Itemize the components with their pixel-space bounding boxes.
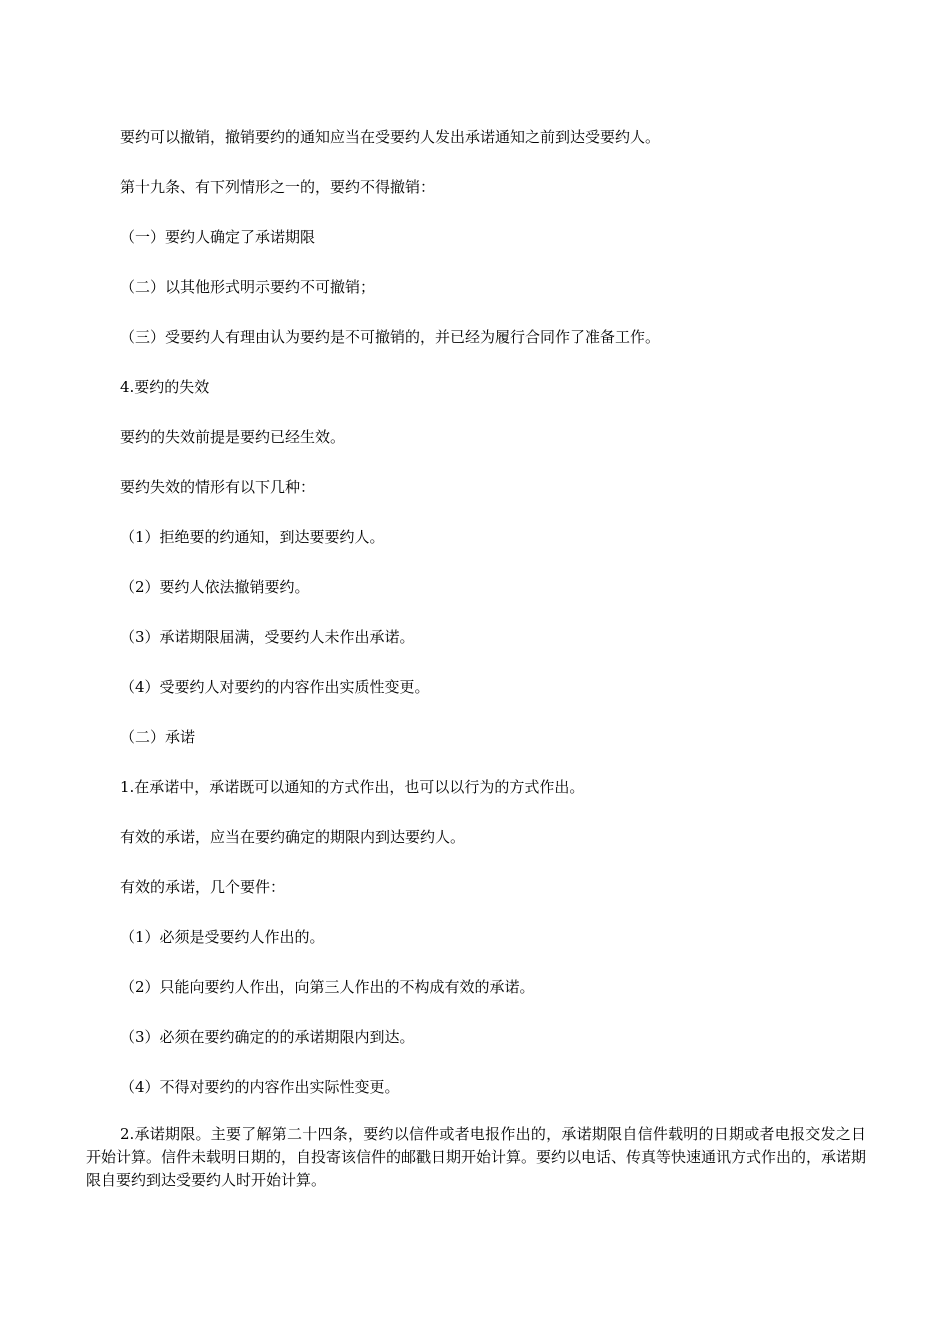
- section-heading: （二）承诺: [120, 728, 196, 746]
- list-item: （3）必须在要约确定的的承诺期限内到达。: [120, 1028, 415, 1046]
- list-item: （1）拒绝要的约通知，到达要要约人。: [120, 528, 385, 546]
- list-item: （1）必须是受要约人作出的。: [120, 928, 325, 946]
- list-item: （一）要约人确定了承诺期限: [120, 228, 316, 246]
- section-heading: 4.要约的失效: [120, 378, 210, 396]
- paragraph: 要约失效的情形有以下几种：: [120, 478, 316, 496]
- list-item: （2）要约人依法撤销要约。: [120, 578, 310, 596]
- paragraph: 1.在承诺中，承诺既可以通知的方式作出，也可以以行为的方式作出。: [120, 778, 585, 796]
- list-item: （二）以其他形式明示要约不可撤销；: [120, 278, 376, 296]
- paragraph: 有效的承诺，应当在要约确定的期限内到达要约人。: [120, 828, 466, 846]
- paragraph: 要约的失效前提是要约已经生效。: [120, 428, 346, 446]
- paragraph-article-19: 第十九条、有下列情形之一的，要约不得撤销：: [120, 178, 436, 196]
- paragraph-offer-revocation: 要约可以撤销，撤销要约的通知应当在受要约人发出承诺通知之前到达受要约人。: [120, 128, 661, 146]
- paragraph-acceptance-period: 2.承诺期限。主要了解第二十四条，要约以信件或者电报作出的，承诺期限自信件载明的日期或者电报交发之日开始计算。信件未载明日期的，自投寄该信件的邮戳日期开始计算。要约以电话、传真等快速通讯方式作出的，承诺期限自要约到达受要约人时开始计算。: [86, 1125, 867, 1189]
- paragraph: 有效的承诺，几个要件：: [120, 878, 286, 896]
- list-item: （3）承诺期限届满，受要约人未作出承诺。: [120, 628, 415, 646]
- list-item: （4）不得对要约的内容作出实际性变更。: [120, 1078, 400, 1096]
- list-item: （2）只能向要约人作出，向第三人作出的不构成有效的承诺。: [120, 978, 535, 996]
- list-item: （三）受要约人有理由认为要约是不可撤销的，并已经为履行合同作了准备工作。: [120, 328, 661, 346]
- list-item: （4）受要约人对要约的内容作出实质性变更。: [120, 678, 430, 696]
